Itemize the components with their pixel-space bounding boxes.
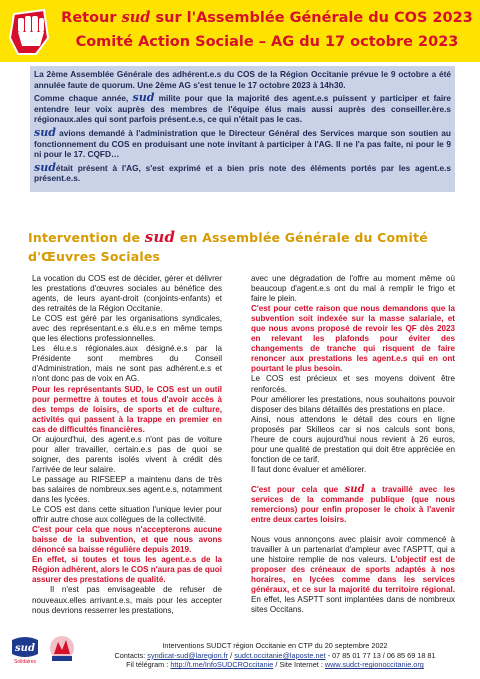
sud-brand: sud	[344, 483, 365, 495]
paragraph: Pour améliorer les prestations, nous souhaitons pouvoir disposer des bilans détaillés des prestations en place.	[251, 394, 455, 414]
union-emblem-icon	[48, 634, 76, 664]
footer-contacts: Contacts: syndicat-sud@laregion.fr / sudct.occitanie@laposte.net - 07 85 01 77 13 / 06 85 69 18 81	[114, 650, 436, 660]
intro-paragraph-2: Comme chaque année, sud milite pour que la majorité des agent.e.s puissent y participer et faire entendre leur voix auprès des membres de l'équipe élus mais aussi auprès des conseiller.ère.s régionaux.ales qui sont parfois présent.e.s, ce qui n'était pas le cas.	[34, 91, 452, 125]
sud-solidaires-logo-icon	[8, 632, 42, 666]
right-column	[251, 274, 455, 616]
footer-links: Fil télégram : http://t.me/InfoSUDCROccitanie / Site Internet : www.sudct-regionoccitanie.org	[126, 660, 424, 670]
header-banner	[0, 0, 480, 62]
sud-brand: sud	[144, 228, 176, 246]
intro-paragraph-4: sudétait présent à l'AG, s'est exprimé et a bien pris note des éléments portés par les agent.e.s présent.e.s.	[34, 160, 451, 184]
paragraph: Il n'est pas envisageable de refuser de nouveaux.elles arrivant.e.s, mais pour les accepter nous devrions resserrer les prestations,	[32, 585, 222, 615]
header-title: Retour sud sur l'Assemblée Générale du COS 2023	[61, 9, 473, 26]
website-link[interactable]: www.sudct-regionoccitanie.org	[324, 660, 424, 670]
sud-brand: sud	[34, 125, 56, 139]
telegram-link[interactable]: http://t.me/InfoSUDCROccitanie	[170, 660, 274, 670]
email-link-2[interactable]: sudct.occitanie@laposte.net	[234, 650, 326, 660]
sud-brand: sud	[132, 91, 155, 105]
intro-paragraph-3: sud avions demandé à l'administration que le Directeur Général des Services marque son soutien au fonctionnement du COS en produisant une note invitant à participer à l'AG. Il ne l'a pas faite, ni pour le 9 ni pour le 17. CQFD…	[34, 125, 451, 160]
paragraph: Le COS est géré par les organisations syndicales, avec des représentant.e.s élu.e.s en même temps que les élections professionnelles.	[32, 314, 222, 344]
paragraph-emphasis: C'est pour cela que sud a travaillé avec les services de la commande publique (que nous remercions) pour enfin proposer le choix à l'avenir entre deux cartes loisirs.	[251, 483, 456, 525]
paragraph: La vocation du COS est de décider, gérer et délivrer les prestations d'œuvres sociales au bénéfice des agents, de leurs ayant-droit (conjoints-enfants) et des retraités de la Région Occitanie.	[32, 274, 222, 314]
paragraph: Le COS est précieux et ses moyens doivent être renforcés.	[251, 374, 455, 394]
paragraph-emphasis: En effet, si toutes et tous les agent.e.s de la Région adhérent, alors le COS n'aura pas de quoi assurer des prestations de qualité.	[32, 555, 222, 585]
paragraph-emphasis: C'est pour cette raison que nous demandons que la subvention soit indexée sur la masse salariale, et que nous avons proposé de revoir les QF dès 2023 en relevant les plafonds pour éviter des changements de tranche qui risquent de faire renoncer aux prestations les agent.e.s qui en ont pourtant le plus besoin.	[251, 304, 455, 374]
footer-line-1: Interventions SUDCT région Occitanie en CTP du 20 septembre 2022	[162, 641, 388, 650]
paragraph: Le COS est dans cette situation l'unique levier pour offrir autre chose aux collègues de la collectivité.	[32, 505, 222, 525]
footer	[80, 641, 470, 670]
paragraph: Les élu.e.s régionales.aux désigné.e.s par la Présidente sont membres du Conseil d'Administration, mais ne sont pas adhérent.e.s et n'ont donc pas de voix en AG.	[32, 344, 222, 384]
svg-text:sud: sud	[15, 643, 35, 654]
paragraph-emphasis: C'est pour cela que nous n'accepterons aucune baisse de la subvention, et que nous avons dénoncé sa baisse régulière depuis 2019.	[32, 525, 222, 555]
paragraph: Nous vous annonçons avec plaisir avoir commencé à travailler à un partenariat d'ampleur avec l'ASPTT, qui a une histoire remplie de nos valeurs. L'objectif est de proposer des créneaux de sports adaptés à nos horaires, en lycées comme dans les services généraux, et ce sur la majorité du territoire régional. En effet, les ASPTT sont implantées dans de nombreux sites Occitans.	[251, 535, 456, 615]
paragraph: Or aujourd'hui, des agent.e.s n'ont pas de voiture pour aller travailler, certain.e.s pas de quoi se soigner, des parents isolés vivent à crédit dès l'arrivée de leur salaire.	[32, 434, 222, 474]
paragraph: Le passage au RIFSEEP a maintenu dans de très bas salaires de nombreux.ses agent.e.s, notamment dans les lycées.	[32, 474, 222, 505]
intro-paragraph-1: La 2ème Assemblée Générale des adhérent.e.s du COS de la Région Occitanie prévue le 9 octobre a été annulée faute de quorum. Une 2ème AG s'est tenue le 17 octobre 2023 à 14h30.	[34, 69, 451, 90]
svg-text:Solidaires: Solidaires	[14, 659, 36, 665]
sud-brand: sud	[34, 160, 56, 174]
paragraph: Ainsi, nous attendons le détail des cours en ligne proposés par Skilleos car si nos calculs sont bons, l'heure de cours aujourd'hui nous revient à 26 euros, pour une qualité de prestation qui doit être appréciée en fonction de ce tarif.	[251, 414, 455, 464]
email-link-1[interactable]: syndicat-sud@laregion.fr	[147, 650, 229, 660]
paragraph-emphasis: Pour les représentants SUD, le COS est un outil pour permettre à toutes et tous d'avoir accès à des temps de loisirs, de sports et de culture, activités qui passent à la trappe en premier en cas de difficultés financières.	[32, 384, 222, 434]
sud-brand: sud	[121, 9, 151, 26]
paragraph: avec une dégradation de l'offre au moment même où beaucoup d'agent.e.s ont du mal à remplir le frigo et faire le plein.	[251, 274, 455, 304]
paragraph: Il faut donc évaluer et améliorer.	[251, 464, 367, 474]
intro-box	[30, 66, 455, 192]
section-title: Intervention de sud en Assemblée Générale du Comité d'Œuvres Sociales	[28, 228, 428, 264]
left-column	[32, 274, 222, 616]
header-subtitle: Comité Action Sociale – AG du 17 octobre 2023	[75, 34, 459, 50]
raised-fist-logo-icon	[6, 4, 52, 58]
